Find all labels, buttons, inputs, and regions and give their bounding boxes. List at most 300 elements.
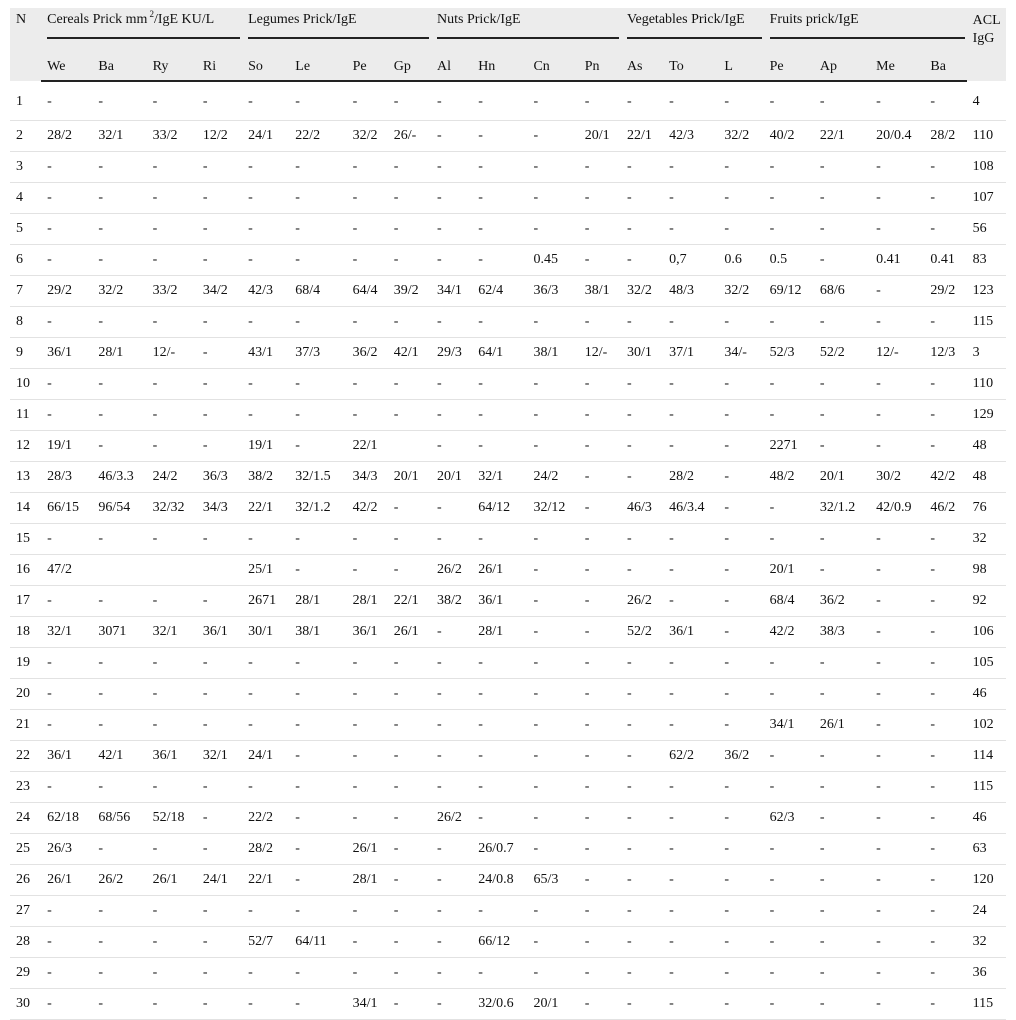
table-cell: -: [242, 710, 289, 741]
table-cell: 32/1.2: [289, 493, 346, 524]
acl-igg-cell: 110: [967, 121, 1006, 152]
table-cell: -: [347, 648, 388, 679]
table-cell: 32/2: [718, 121, 763, 152]
table-cell: -: [579, 865, 621, 896]
table-cell: -: [870, 524, 924, 555]
table-cell: -: [41, 524, 92, 555]
table-cell: -: [289, 307, 346, 338]
table-cell: 32/1: [197, 741, 242, 772]
table-cell: -: [472, 400, 527, 431]
table-cell: -: [431, 121, 472, 152]
table-cell: -: [621, 865, 663, 896]
table-cell: -: [718, 834, 763, 865]
table-cell: -: [579, 152, 621, 183]
table-cell: 29/3: [431, 338, 472, 369]
table-cell: 38/2: [242, 462, 289, 493]
table-cell: -: [242, 400, 289, 431]
table-row: [10, 586, 1006, 617]
table-cell: 0.41: [924, 245, 966, 276]
table-cell: 12/3: [924, 338, 966, 369]
table-cell: -: [147, 400, 197, 431]
table-cell: -: [92, 834, 146, 865]
table-cell: -: [718, 896, 763, 927]
table-cell: -: [527, 183, 578, 214]
table-cell: -: [289, 896, 346, 927]
table-cell: -: [289, 524, 346, 555]
table-cell: -: [197, 648, 242, 679]
table-cell: 22/1: [242, 493, 289, 524]
table-cell: -: [92, 927, 146, 958]
table-cell: -: [431, 307, 472, 338]
acl-igg-cell: 32: [967, 524, 1006, 555]
table-cell: 24/0.8: [472, 865, 527, 896]
table-cell: -: [579, 772, 621, 803]
acl-igg-cell: 120: [967, 865, 1006, 896]
table-cell: -: [527, 710, 578, 741]
table-cell: -: [924, 710, 966, 741]
table-cell: -: [289, 648, 346, 679]
table-cell: -: [814, 958, 870, 989]
table-cell: -: [870, 865, 924, 896]
table-cell: 26/2: [621, 586, 663, 617]
table-cell: -: [718, 214, 763, 245]
table-cell: -: [924, 307, 966, 338]
table-cell: -: [92, 648, 146, 679]
table-cell: -: [579, 648, 621, 679]
table-cell: 0,7: [663, 245, 718, 276]
table-cell: -: [431, 369, 472, 400]
table-cell: -: [718, 462, 763, 493]
table-cell: -: [663, 648, 718, 679]
table-cell: 36/1: [472, 586, 527, 617]
table-cell: -: [472, 803, 527, 834]
table-cell: -: [663, 989, 718, 1020]
table-cell: -: [527, 927, 578, 958]
table-cell: -: [621, 679, 663, 710]
table-cell: -: [242, 183, 289, 214]
table-cell: -: [718, 803, 763, 834]
table-cell: -: [764, 958, 814, 989]
table-cell: 47/2: [41, 555, 92, 586]
table-cell: -: [41, 307, 92, 338]
table-cell: -: [814, 81, 870, 121]
table-cell: -: [924, 803, 966, 834]
table-cell: -: [870, 710, 924, 741]
header-n: N: [10, 8, 41, 81]
table-cell: 52/3: [764, 338, 814, 369]
table-cell: -: [147, 524, 197, 555]
table-cell: -: [197, 989, 242, 1020]
table-cell: -: [92, 989, 146, 1020]
table-cell: -: [870, 276, 924, 307]
row-number-cell: 27: [10, 896, 41, 927]
table-cell: -: [527, 431, 578, 462]
table-cell: -: [527, 214, 578, 245]
table-cell: -: [388, 214, 431, 245]
table-cell: -: [870, 772, 924, 803]
table-cell: 36/1: [41, 741, 92, 772]
table-cell: -: [814, 865, 870, 896]
table-cell: -: [472, 152, 527, 183]
table-cell: -: [764, 369, 814, 400]
table-cell: 43/1: [242, 338, 289, 369]
table-cell: -: [764, 648, 814, 679]
table-cell: -: [388, 958, 431, 989]
table-cell: 22/1: [242, 865, 289, 896]
allergy-results-table: [10, 8, 1006, 1020]
table-cell: -: [147, 958, 197, 989]
table-cell: 28/1: [289, 586, 346, 617]
table-cell: 36/1: [41, 338, 92, 369]
table-cell: -: [621, 524, 663, 555]
table-cell: -: [431, 81, 472, 121]
table-cell: 52/2: [814, 338, 870, 369]
table-cell: -: [197, 369, 242, 400]
table-cell: -: [579, 81, 621, 121]
table-row: [10, 369, 1006, 400]
table-cell: 42/1: [388, 338, 431, 369]
table-cell: -: [621, 431, 663, 462]
table-cell: -: [924, 865, 966, 896]
table-cell: -: [472, 710, 527, 741]
table-cell: -: [718, 648, 763, 679]
table-cell: 32/1: [472, 462, 527, 493]
table-cell: -: [924, 524, 966, 555]
table-cell: -: [579, 927, 621, 958]
table-cell: -: [41, 214, 92, 245]
table-cell: -: [147, 648, 197, 679]
table-cell: -: [621, 648, 663, 679]
table-cell: -: [579, 493, 621, 524]
table-cell: 68/56: [92, 803, 146, 834]
table-row: [10, 431, 1006, 462]
table-cell: -: [289, 81, 346, 121]
acl-igg-cell: 115: [967, 772, 1006, 803]
column-header: Pe: [764, 54, 814, 81]
table-cell: 20/1: [527, 989, 578, 1020]
table-cell: 46/3.4: [663, 493, 718, 524]
table-cell: -: [527, 555, 578, 586]
table-cell: -: [388, 81, 431, 121]
table-cell: -: [289, 803, 346, 834]
table-cell: -: [197, 400, 242, 431]
table-cell: -: [718, 989, 763, 1020]
table-cell: -: [579, 679, 621, 710]
table-cell: 20/0.4: [870, 121, 924, 152]
table-cell: -: [242, 152, 289, 183]
table-cell: 64/12: [472, 493, 527, 524]
table-row: [10, 307, 1006, 338]
table-cell: 38/3: [814, 617, 870, 648]
column-header: Hn: [472, 54, 527, 81]
table-cell: -: [764, 989, 814, 1020]
table-cell: 32/1: [92, 121, 146, 152]
table-cell: -: [924, 741, 966, 772]
table-cell: -: [870, 214, 924, 245]
row-number-cell: 12: [10, 431, 41, 462]
table-cell: -: [431, 834, 472, 865]
table-cell: -: [527, 896, 578, 927]
table-cell: 52/18: [147, 803, 197, 834]
table-cell: -: [870, 989, 924, 1020]
table-cell: 46/3.3: [92, 462, 146, 493]
table-cell: -: [621, 927, 663, 958]
table-cell: 26/1: [388, 617, 431, 648]
table-cell: -: [621, 307, 663, 338]
table-cell: -: [388, 927, 431, 958]
column-header: Ry: [147, 54, 197, 81]
table-cell: -: [472, 369, 527, 400]
row-number-cell: 7: [10, 276, 41, 307]
table-cell: 96/54: [92, 493, 146, 524]
table-cell: 24/1: [242, 121, 289, 152]
table-cell: -: [764, 865, 814, 896]
table-cell: -: [289, 400, 346, 431]
acl-igg-cell: 46: [967, 679, 1006, 710]
column-header: Pe: [347, 54, 388, 81]
row-number-cell: 28: [10, 927, 41, 958]
table-cell: -: [621, 214, 663, 245]
table-cell: -: [388, 369, 431, 400]
table-row: [10, 834, 1006, 865]
table-cell: 34/3: [197, 493, 242, 524]
table-cell: -: [197, 183, 242, 214]
column-header: Ri: [197, 54, 242, 81]
column-header: To: [663, 54, 718, 81]
table-cell: -: [431, 741, 472, 772]
table-cell: 32/2: [92, 276, 146, 307]
table-cell: -: [388, 245, 431, 276]
row-number-cell: 26: [10, 865, 41, 896]
table-cell: 26/3: [41, 834, 92, 865]
table-cell: -: [924, 617, 966, 648]
table-cell: 32/12: [527, 493, 578, 524]
acl-igg-cell: 114: [967, 741, 1006, 772]
table-cell: -: [527, 369, 578, 400]
table-cell: -: [289, 214, 346, 245]
acl-igg-cell: 110: [967, 369, 1006, 400]
table-cell: -: [924, 679, 966, 710]
table-cell: -: [431, 245, 472, 276]
row-number-cell: 1: [10, 81, 41, 121]
table-cell: -: [924, 555, 966, 586]
table-cell: [92, 555, 146, 586]
table-cell: 36/1: [197, 617, 242, 648]
table-cell: -: [242, 307, 289, 338]
table-cell: -: [289, 772, 346, 803]
table-cell: -: [92, 958, 146, 989]
table-cell: -: [814, 152, 870, 183]
table-cell: 32/2: [718, 276, 763, 307]
table-cell: -: [663, 81, 718, 121]
table-cell: 39/2: [388, 276, 431, 307]
table-cell: 33/2: [147, 276, 197, 307]
table-cell: -: [197, 214, 242, 245]
table-cell: -: [718, 524, 763, 555]
table-cell: -: [870, 152, 924, 183]
table-cell: -: [431, 772, 472, 803]
table-row: [10, 617, 1006, 648]
table-row: [10, 989, 1006, 1020]
table-cell: -: [388, 307, 431, 338]
table-cell: 22/2: [242, 803, 289, 834]
table-cell: 0.5: [764, 245, 814, 276]
table-cell: -: [431, 431, 472, 462]
table-cell: -: [764, 400, 814, 431]
row-number-cell: 23: [10, 772, 41, 803]
table-cell: -: [579, 431, 621, 462]
table-cell: 22/1: [621, 121, 663, 152]
table-row: [10, 741, 1006, 772]
table-cell: -: [472, 679, 527, 710]
table-cell: -: [472, 245, 527, 276]
table-cell: 24/1: [197, 865, 242, 896]
table-cell: 69/12: [764, 276, 814, 307]
table-cell: -: [527, 648, 578, 679]
table-cell: -: [242, 245, 289, 276]
table-cell: -: [870, 679, 924, 710]
table-cell: -: [663, 183, 718, 214]
table-cell: 66/12: [472, 927, 527, 958]
table-cell: -: [814, 648, 870, 679]
table-cell: -: [814, 400, 870, 431]
table-cell: 42/2: [924, 462, 966, 493]
table-cell: -: [579, 617, 621, 648]
table-cell: -: [431, 927, 472, 958]
table-row: [10, 648, 1006, 679]
table-row: [10, 524, 1006, 555]
table-cell: -: [431, 183, 472, 214]
table-cell: -: [197, 81, 242, 121]
table-row: [10, 245, 1006, 276]
table-cell: -: [92, 307, 146, 338]
table-cell: -: [814, 927, 870, 958]
column-header: Pn: [579, 54, 621, 81]
table-cell: -: [764, 214, 814, 245]
table-cell: -: [41, 245, 92, 276]
table-cell: 34/1: [431, 276, 472, 307]
table-cell: -: [870, 927, 924, 958]
table-cell: -: [718, 183, 763, 214]
table-cell: 48/2: [764, 462, 814, 493]
table-cell: -: [527, 834, 578, 865]
table-cell: -: [289, 958, 346, 989]
table-cell: -: [289, 245, 346, 276]
table-cell: -: [718, 152, 763, 183]
table-cell: 42/2: [764, 617, 814, 648]
allergy-table-container: [10, 8, 1006, 1020]
table-cell: -: [147, 214, 197, 245]
table-cell: -: [764, 524, 814, 555]
table-cell: 52/2: [621, 617, 663, 648]
table-cell: -: [663, 772, 718, 803]
table-cell: -: [579, 369, 621, 400]
table-cell: -: [242, 896, 289, 927]
table-cell: 48/3: [663, 276, 718, 307]
table-cell: -: [388, 555, 431, 586]
table-cell: 26/2: [431, 803, 472, 834]
table-cell: -: [347, 245, 388, 276]
table-cell: -: [197, 772, 242, 803]
table-cell: -: [663, 927, 718, 958]
table-cell: 34/1: [347, 989, 388, 1020]
table-cell: -: [924, 183, 966, 214]
table-cell: -: [814, 307, 870, 338]
table-cell: -: [431, 524, 472, 555]
table-cell: -: [621, 710, 663, 741]
table-cell: 26/2: [92, 865, 146, 896]
acl-igg-cell: 115: [967, 307, 1006, 338]
table-cell: -: [472, 896, 527, 927]
table-cell: -: [621, 400, 663, 431]
table-cell: 24/2: [147, 462, 197, 493]
table-row: [10, 958, 1006, 989]
table-cell: 66/15: [41, 493, 92, 524]
header-acl-igg: ACL IgG: [967, 8, 1006, 81]
table-cell: -: [870, 586, 924, 617]
table-cell: -: [92, 710, 146, 741]
table-cell: -: [579, 524, 621, 555]
header-group-cereals: Cereals Prick mm $^2$/IgE KU/L: [41, 8, 242, 54]
row-number-cell: 11: [10, 400, 41, 431]
table-cell: -: [579, 245, 621, 276]
acl-igg-cell: 76: [967, 493, 1006, 524]
table-cell: 0.45: [527, 245, 578, 276]
table-cell: -: [197, 679, 242, 710]
table-cell: 12/-: [870, 338, 924, 369]
row-number-cell: 25: [10, 834, 41, 865]
table-cell: -: [147, 245, 197, 276]
table-cell: 42/2: [347, 493, 388, 524]
table-cell: -: [718, 307, 763, 338]
table-row: [10, 121, 1006, 152]
table-cell: -: [527, 524, 578, 555]
table-cell: -: [924, 369, 966, 400]
table-cell: -: [147, 772, 197, 803]
table-cell: 38/2: [431, 586, 472, 617]
table-cell: -: [663, 400, 718, 431]
table-cell: 36/2: [718, 741, 763, 772]
acl-igg-cell: 107: [967, 183, 1006, 214]
table-cell: 26/-: [388, 121, 431, 152]
row-number-cell: 4: [10, 183, 41, 214]
table-cell: 32/1.5: [289, 462, 346, 493]
table-row: [10, 183, 1006, 214]
table-cell: -: [472, 958, 527, 989]
table-cell: 0.41: [870, 245, 924, 276]
row-number-cell: 24: [10, 803, 41, 834]
table-cell: 37/1: [663, 338, 718, 369]
table-cell: -: [197, 307, 242, 338]
acl-igg-cell: 106: [967, 617, 1006, 648]
table-cell: -: [621, 989, 663, 1020]
table-cell: 36/1: [347, 617, 388, 648]
table-cell: -: [92, 896, 146, 927]
table-row: [10, 710, 1006, 741]
table-cell: -: [764, 679, 814, 710]
table-cell: -: [347, 927, 388, 958]
table-cell: -: [527, 617, 578, 648]
table-cell: -: [764, 307, 814, 338]
table-cell: -: [147, 896, 197, 927]
table-cell: -: [814, 772, 870, 803]
table-cell: -: [41, 183, 92, 214]
row-number-cell: 30: [10, 989, 41, 1020]
table-cell: -: [347, 710, 388, 741]
row-number-cell: 3: [10, 152, 41, 183]
table-cell: 26/1: [814, 710, 870, 741]
table-cell: -: [814, 555, 870, 586]
